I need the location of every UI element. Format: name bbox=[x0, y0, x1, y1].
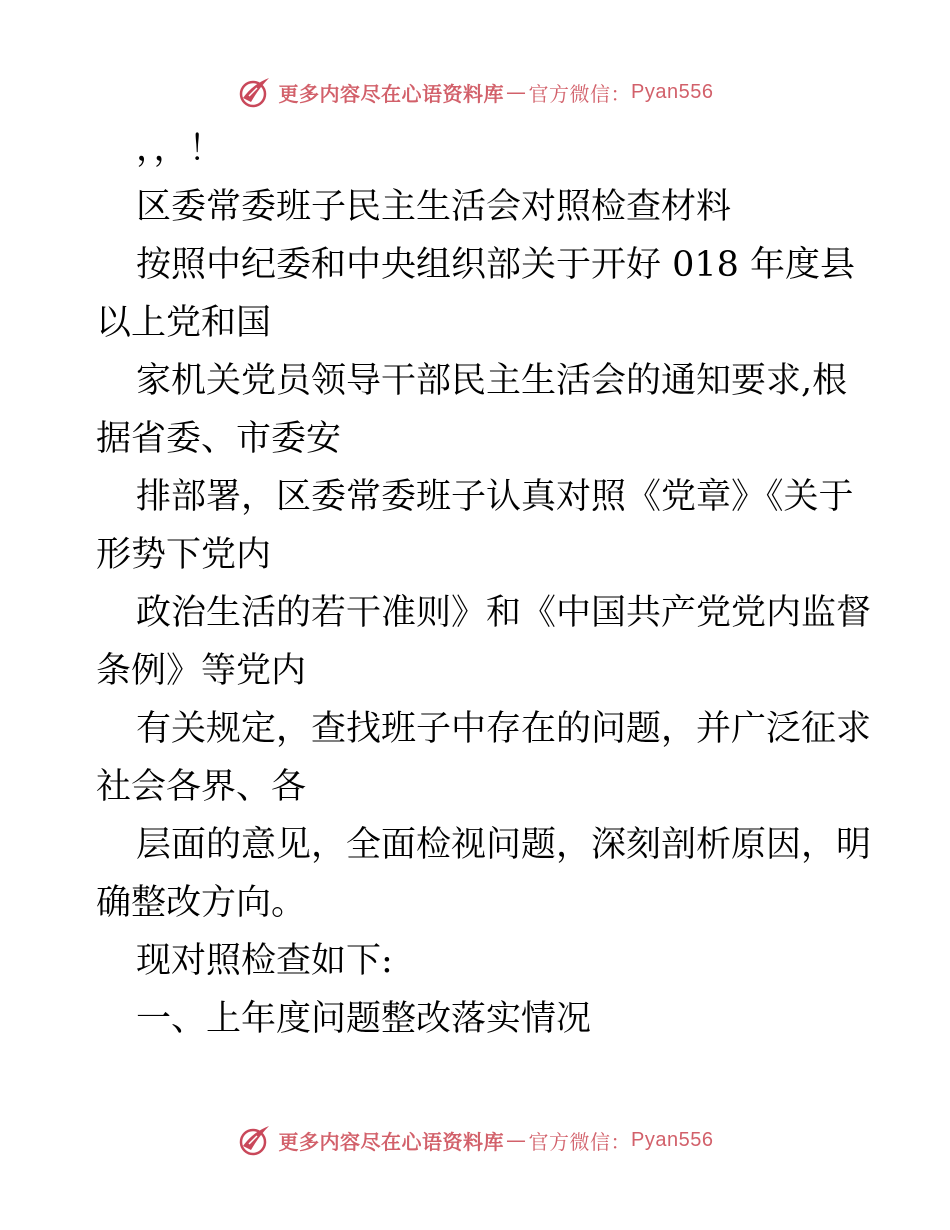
text-line: ，，！ bbox=[136, 129, 224, 169]
text-line: 据省委、市委安 bbox=[96, 419, 342, 459]
text-line: 家机关党员领导干部民主生活会的通知要求,根 bbox=[136, 361, 848, 401]
text-line: 形势下党内 bbox=[96, 535, 272, 575]
watermark-wechat-id: Pyan556 bbox=[631, 1128, 714, 1151]
watermark-wechat-id: Pyan556 bbox=[631, 80, 714, 103]
section-heading: 一、上年度问题整改落实情况 bbox=[136, 999, 592, 1039]
text-line: 政治生活的若干准则》和《中国共产党党内监督 bbox=[136, 593, 872, 633]
text-line: 条例》等党内 bbox=[96, 651, 307, 691]
watermark-dash: — bbox=[506, 1128, 527, 1152]
watermark-header bbox=[0, 72, 950, 112]
text-line: 现对照检查如下: bbox=[136, 941, 393, 981]
text-line: 社会各界、各 bbox=[96, 767, 307, 807]
text-line: 有关规定，查找班子中存在的问题，并广泛征求 bbox=[136, 709, 872, 749]
document-body bbox=[96, 120, 872, 1048]
watermark-dash: — bbox=[506, 80, 527, 104]
text-line: 按照中纪委和中央组织部关于开好 018 年度县 bbox=[136, 245, 856, 285]
watermark-wechat-label: 官方微信： bbox=[528, 1129, 632, 1154]
watermark-text: 更多内容尽在心语资料库 bbox=[278, 81, 505, 106]
text-line: 层面的意见，全面检视问题，深刻剖析原因，明 bbox=[136, 825, 872, 865]
watermark-text: 更多内容尽在心语资料库 bbox=[278, 1129, 505, 1154]
quill-seal-icon bbox=[237, 74, 273, 110]
text-line: 排部署，区委常委班子认真对照《党章》《关于 bbox=[136, 477, 854, 517]
quill-seal-icon bbox=[237, 1122, 273, 1158]
watermark-wechat-label: 官方微信： bbox=[528, 81, 632, 106]
document-title: 区委常委班子民主生活会对照检查材料 bbox=[136, 187, 732, 227]
watermark-footer bbox=[0, 1120, 950, 1160]
text-line: 以上党和国 bbox=[96, 303, 272, 343]
text-line: 确整改方向。 bbox=[96, 883, 307, 923]
